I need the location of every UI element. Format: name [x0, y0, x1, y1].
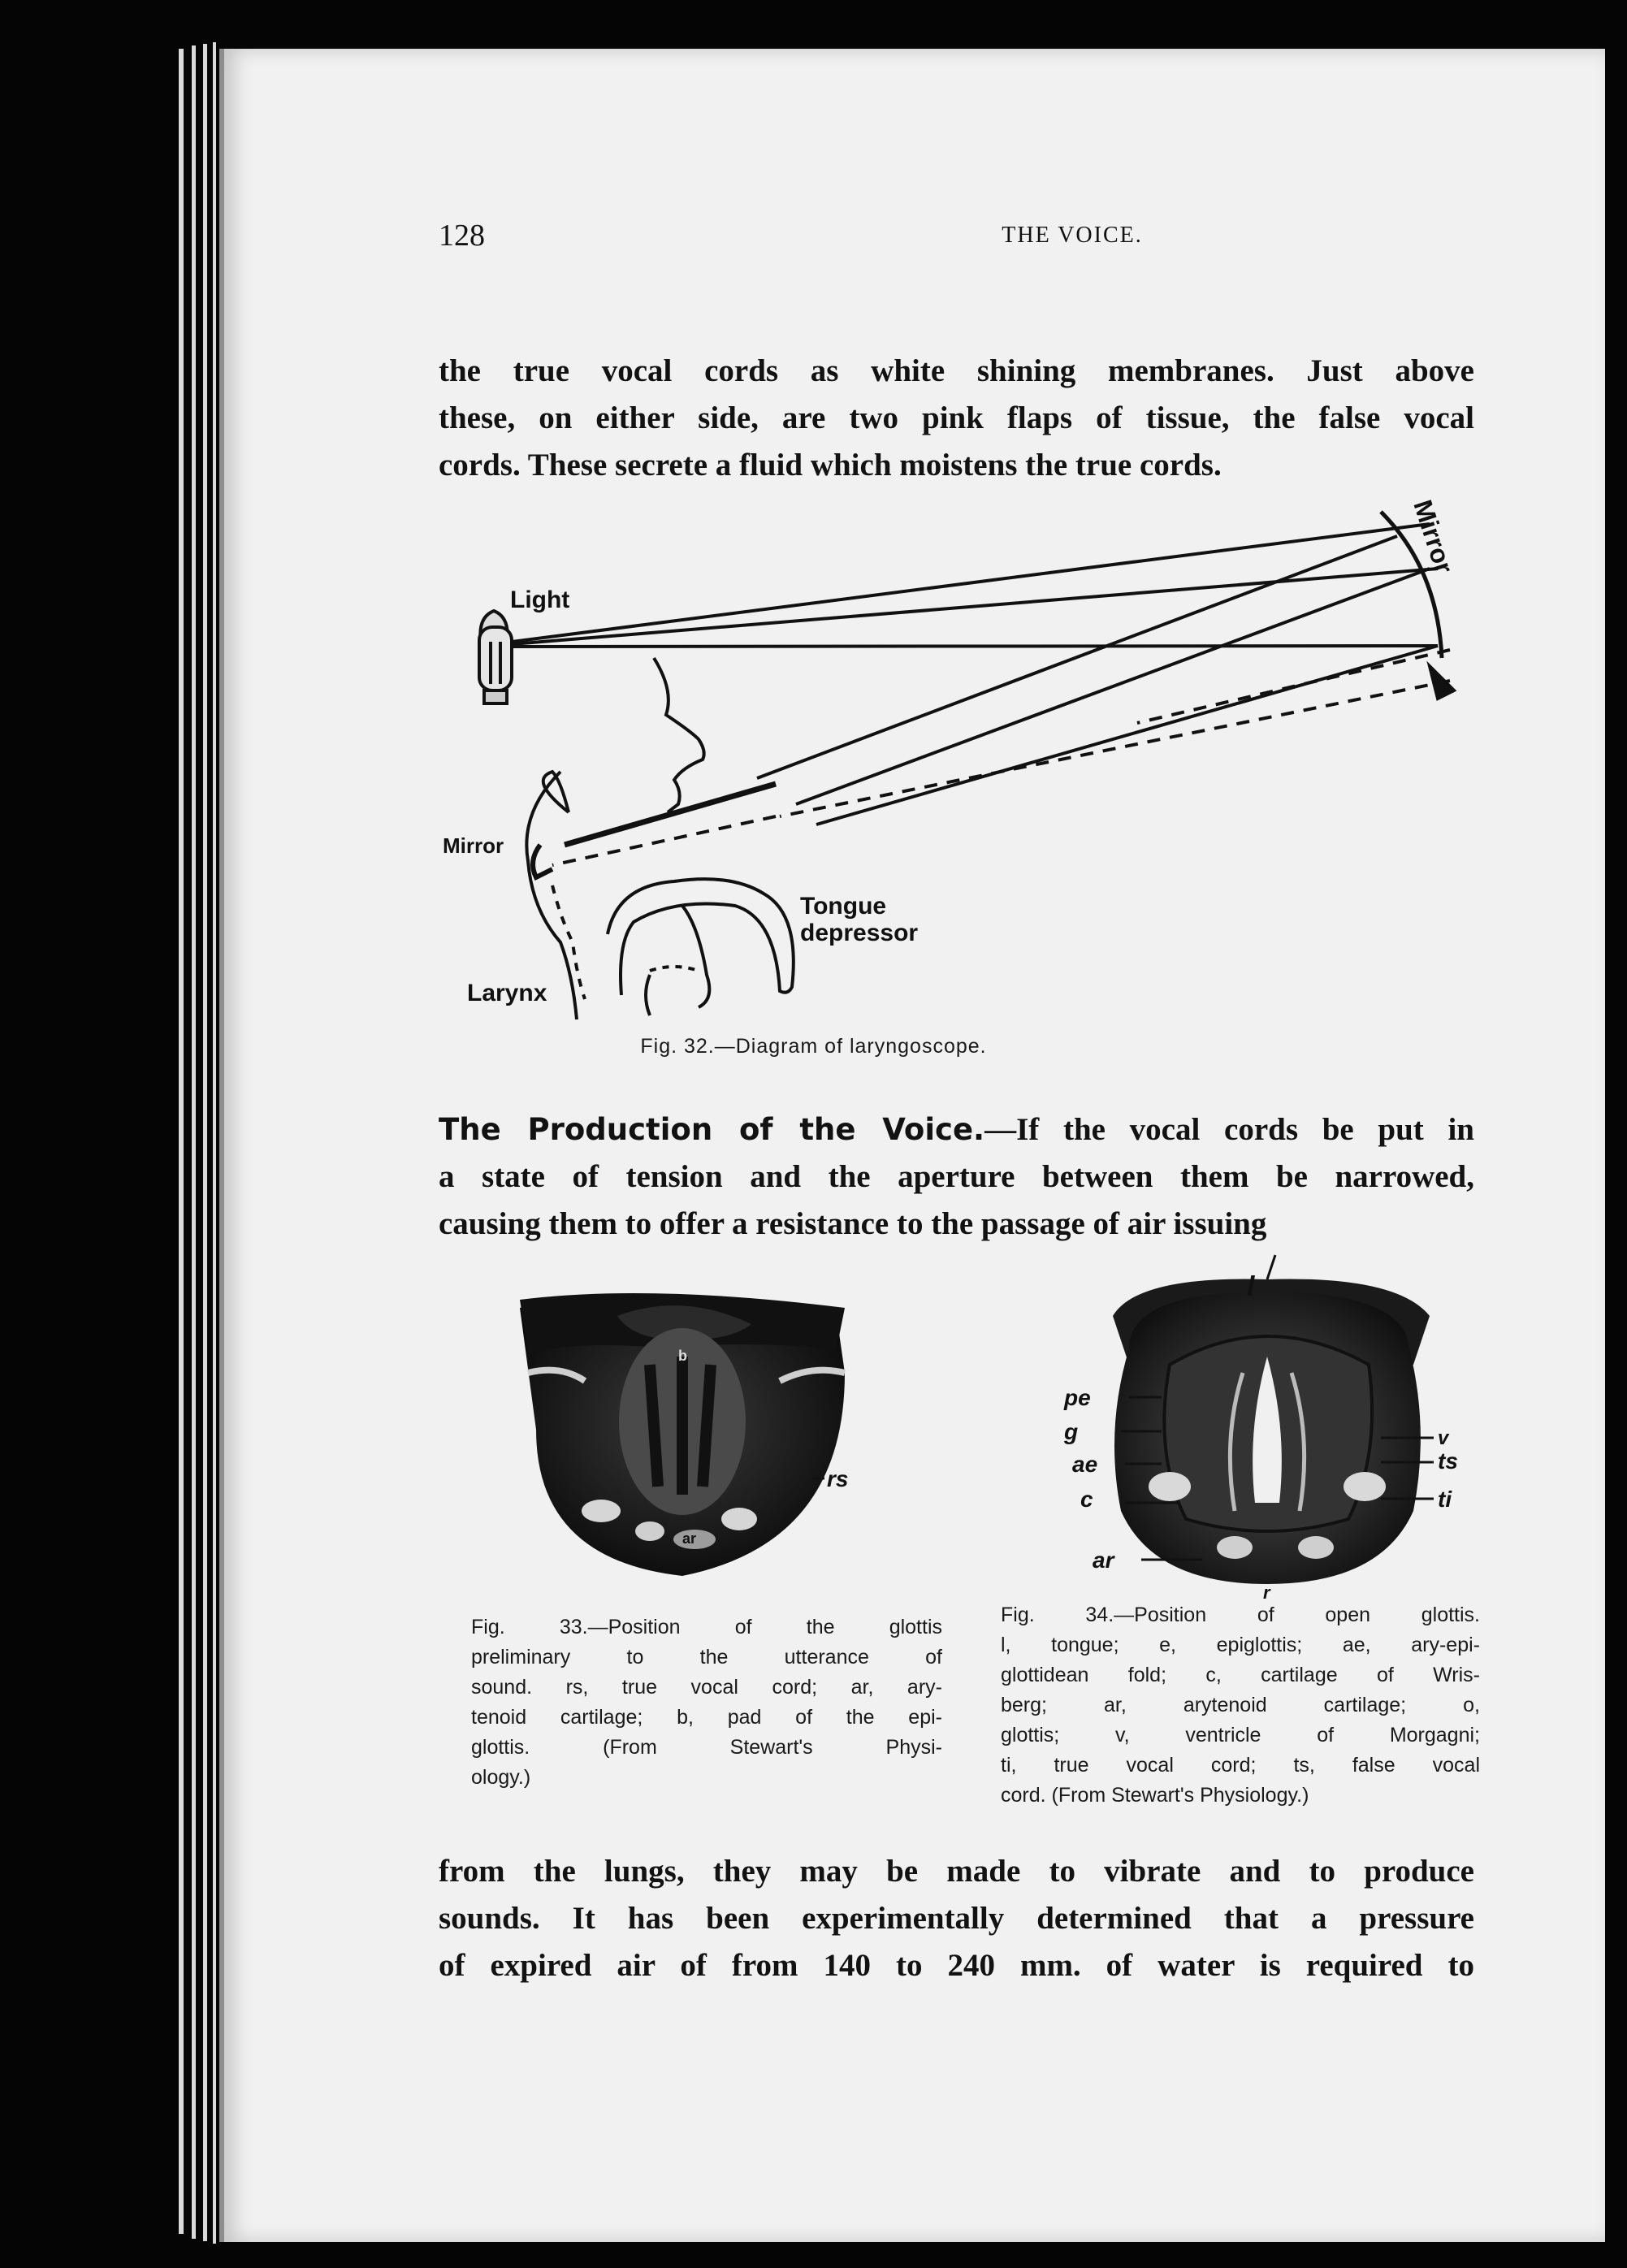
caption-line: l, tongue; e, epiglottis; ae, ary-epi- — [1001, 1634, 1480, 1656]
caption-line: sound. rs, true vocal cord; ar, ary- — [471, 1676, 942, 1699]
label-rs: rs — [827, 1466, 849, 1491]
label-c: c — [1080, 1487, 1093, 1512]
figure-32-caption: Fig. 32.—Diagram of laryngoscope. — [640, 1035, 987, 1058]
caption-line: tenoid cartilage; b, pad of the epi- — [471, 1706, 942, 1729]
text-line: of expired air of from 140 to 240 mm. of water is required to — [439, 1948, 1474, 1983]
text-line: from the lungs, they may be made to vibrate and to produce — [439, 1854, 1474, 1889]
label-ar-34: ar — [1093, 1547, 1114, 1573]
label-ti: ti — [1438, 1487, 1452, 1512]
page-number: 128 — [439, 219, 485, 253]
label-r: r — [1263, 1582, 1270, 1603]
section-heading: The Production of the Voice. — [439, 1112, 985, 1147]
label-light: Light — [510, 586, 570, 613]
label-ts: ts — [1438, 1448, 1458, 1474]
caption-line: glottidean fold; c, cartilage of Wris- — [1001, 1664, 1480, 1686]
text-line: sounds. It has been experimentally determined that a pressure — [439, 1901, 1474, 1936]
caption-line: glottis; v, ventricle of Morgagni; — [1001, 1724, 1480, 1746]
label-tongue: Tongue — [800, 893, 887, 920]
figure-34-caption — [1001, 1600, 1480, 1811]
caption-line: Fig. 33.—Position of the glottis — [471, 1616, 942, 1638]
label-g: g — [1064, 1419, 1079, 1444]
label-l: l — [1247, 1271, 1255, 1302]
text-line: cords. These secrete a fluid which moistens the true cords. — [439, 448, 1222, 483]
running-head: THE VOICE. — [1002, 223, 1143, 248]
text-line: —If the vocal cords be put in — [984, 1112, 1474, 1147]
label-ae: ae — [1072, 1452, 1098, 1477]
caption-line: glottis. (From Stewart's Physi- — [471, 1736, 942, 1759]
caption-line: ti, true vocal cord; ts, false vocal — [1001, 1754, 1480, 1777]
caption-line: Fig. 34.—Position of open glottis. — [1001, 1604, 1480, 1626]
caption-line: berg; ar, arytenoid cartilage; o, — [1001, 1694, 1480, 1716]
label-pe: pe — [1064, 1385, 1091, 1410]
text-line: a state of tension and the aperture between them be narrowed, — [439, 1159, 1474, 1194]
text-line: causing them to offer a resistance to the passage of air issuing — [439, 1206, 1267, 1241]
caption-line: preliminary to the utterance of — [471, 1646, 942, 1669]
caption-line: ology.) — [471, 1766, 531, 1789]
label-mirror-small: Mirror — [443, 833, 504, 858]
label-depressor: depressor — [800, 920, 919, 946]
text-line: the true vocal cords as white shining membranes. Just above — [439, 353, 1474, 388]
paragraph-bottom — [439, 1848, 1474, 1989]
label-b: b — [678, 1348, 687, 1364]
label-v: v — [1438, 1427, 1449, 1449]
label-ar: ar — [682, 1530, 697, 1547]
text-line: these, on either side, are two pink flaps of tissue, the false vocal — [439, 400, 1474, 435]
label-mirror-top: Mirror — [1408, 496, 1460, 578]
caption-line: cord. (From Stewart's Physiology.) — [1001, 1784, 1309, 1807]
label-larynx: Larynx — [467, 980, 547, 1006]
